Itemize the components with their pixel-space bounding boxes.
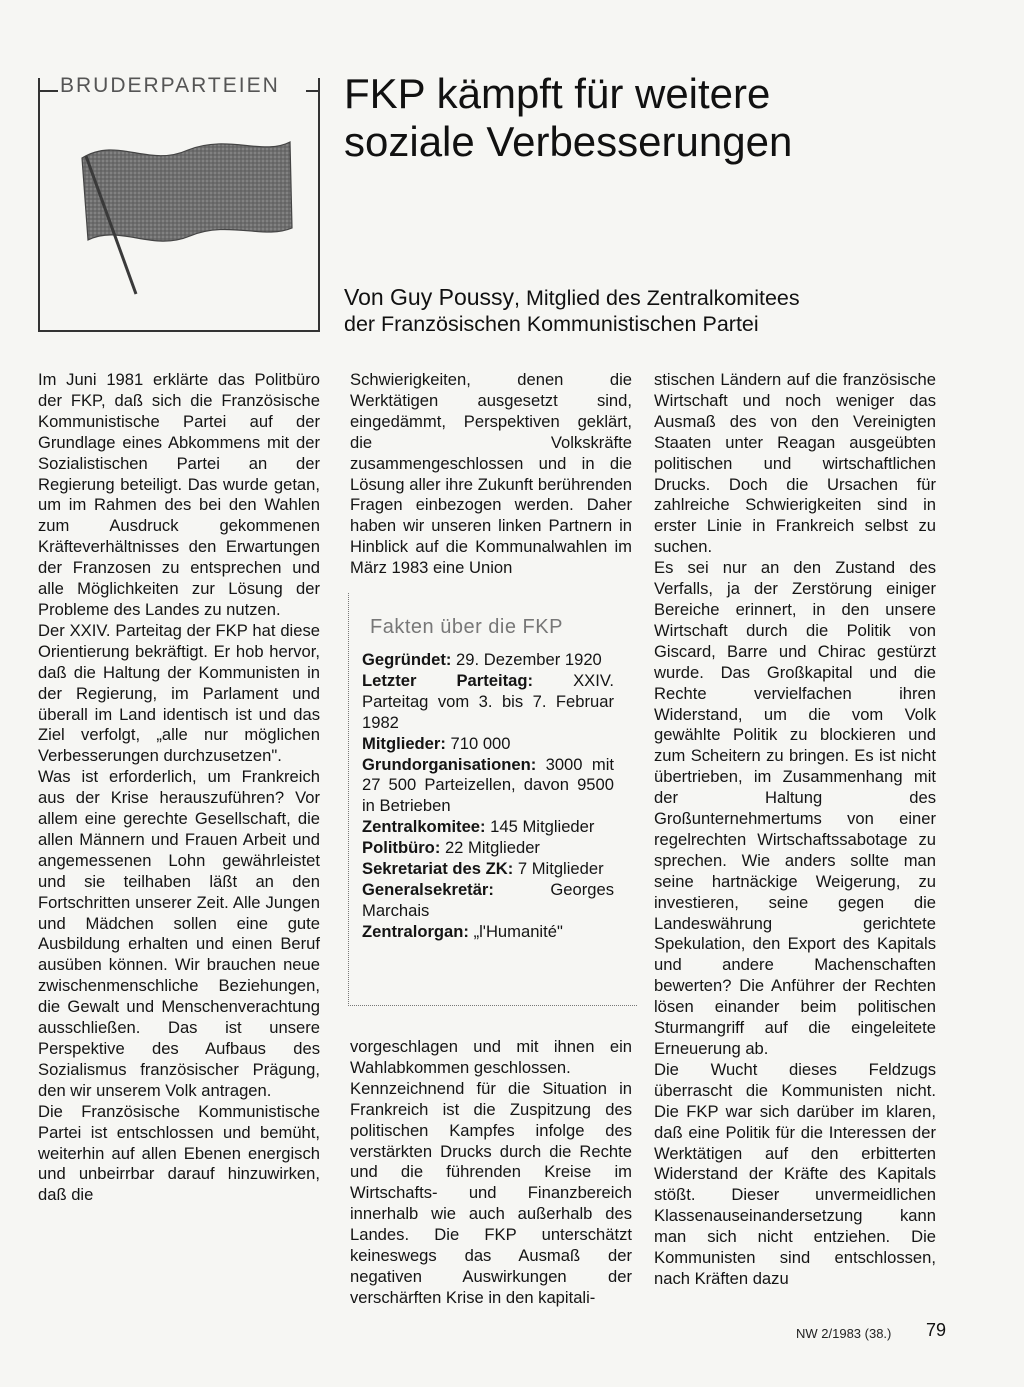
fact-value: 7 Mitglieder — [513, 859, 604, 879]
headline-line-2: soziale Verbesserungen — [344, 118, 793, 165]
headline-line-1: FKP kämpft für weitere — [344, 70, 771, 117]
fact-item — [362, 880, 614, 922]
fact-label: Generalsekretär: — [362, 879, 494, 899]
fact-value: 3000 mit 27 500 Parteizellen, davon 9500 in Betrieben — [362, 754, 614, 816]
fact-label: Grundorganisationen: — [362, 754, 537, 774]
fact-label: Sekretariat des ZK: — [362, 859, 514, 879]
fact-item — [362, 838, 614, 859]
paragraph: Schwierigkeiten, denen die Werktätigen ausgesetzt sind, eingedämmt, Perspektiven geklärt, die Volkskräfte zusammengeschlossen und in die Lösung aller ihre Zukunft berührenden Fragen einbezogen werden. Daher haben wir unseren linken Partnern in Hinblick auf die Kommunalwahlen im März 1983 eine Union — [350, 370, 632, 578]
paragraph: Was ist erforderlich, um Frankreich aus der Krise herauszuführen? Vor allem eine gerechte Gesellschaft, die allen Männern und Frauen Arbeit und angemessenen Lohn gewährleistet und sie teilhaben läßt an den Fortschritten unserer Zeit. Alle Jungen und Mädchen sollen eine gute Ausbildung erhalten und einen Beruf ausüben können. Wir brauchen neue zwischenmenschliche Beziehungen, die Gewalt und Menschenverachtung ausschließen. Das ist unsere Perspektive des Aufbaus des Sozialismus französischer Prägung, den wir unserem Volk antragen. — [38, 767, 320, 1100]
paragraph: Die Wucht dieses Feldzugs überrascht die Kommunisten nicht. Die FKP war sich darüber im klaren, daß eine Politik für die Interessen der Werktätigen auf den erbitterten Widerstand der Kräfte des Kapitals stößt. Dieser unvermeidlichen Klassenauseinandersetzung kann man sich nicht entziehen. Die Kommunisten sind entschlossen, nach Kräften dazu — [654, 1059, 936, 1288]
fact-item — [362, 859, 614, 880]
fact-item — [362, 922, 614, 943]
paragraph: Im Juni 1981 erklärte das Politbüro der FKP, daß sich die Französische Kommunistische Partei auf der Grundlage eines Abkommens mit der Sozialistischen Partei an der Regierung beteiligt. Das wurde getan, um im Rahmen des bei den Wahlen zum Ausdruck gekommenen Kräfteverhältnisses den Erwartungen der Franzosen zu entsprechen und alle Möglichkeiten zur Lösung der Probleme des Landes zu nutzen. — [38, 370, 320, 619]
column-2-bottom — [350, 1037, 632, 1309]
fact-item — [362, 734, 614, 755]
paragraph: vorgeschlagen und mit ihnen ein Wahlabkommen geschlossen. — [350, 1037, 632, 1077]
fact-value: 22 Mitglieder — [440, 838, 540, 858]
fact-label: Letzter Parteitag: — [362, 670, 534, 690]
flag-icon — [78, 128, 298, 298]
headline — [344, 70, 1004, 166]
paragraph: stischen Ländern auf die französische Wirtschaft und noch weniger das Ausmaß des von den Vereinigten Staaten unter Reagan ausgeübten politischen und wirtschaftlichen Drucks. Doch die Ursachen für zahlreiche Schwierigkeiten sind in erster Linie in Frankreich selbst zu suchen. — [654, 370, 936, 557]
paragraph: Der XXIV. Parteitag der FKP hat diese Orientierung bekräftigt. Er hob hervor, daß die Haltung der Kommunisten in der Regierung, im Parlament und überall im Land identisch ist und das Ziel verfolgt, „alle nur möglichen Verbesserungen durchzusetzen". — [38, 620, 320, 766]
paragraph: Es sei nur an den Zustand des Verfalls, ja der Zerstörung einiger Bereiche erinnert, in den unsere Wirtschaft durch die Politik von Giscard, Barre und Chirac gestürzt wurde. Das Großkapital und die Rechte vervielfachen ihren Widerstand, um die vom Volk gewählte Politik zu blockieren und zum Scheitern zu bringen. Es ist nicht übertrieben, im Zusammenhang mit der Haltung des Großunternehmertums von einer regelrechten Wirtschaftssabotage zu sprechen. Wie anders sollte man seine hartnäckige Weigerung, zu investieren, seine gegen die Landeswährung gerichtete Spekulation, den Export des Kapitals und andere Machenschaften bewerten? Die Anführer der Rechten lösen einander beim politischen Sturmangriff auf die eingeleitete Erneuerung ab. — [654, 558, 936, 1058]
byline-role-2: der Französischen Kommunistischen Partei — [344, 312, 759, 336]
fact-value: „l'Humanité" — [468, 921, 563, 941]
facts-list — [362, 650, 614, 943]
byline-prefix: Von — [344, 284, 391, 310]
facts-title: Fakten über die FKP — [370, 616, 563, 638]
issue-reference: NW 2/1983 (38.) — [796, 1326, 892, 1341]
paragraph: Kennzeichnend für die Situation in Frankreich ist die Zuspitzung des politischen Kampfes infolge des verstärkten Drucks durch die Rechte und die führenden Kreise im Wirtschafts- und Finanzbereich innerhalb wie auch außerhalb des Landes. Die FKP unterschätzt keineswegs das Ausmaß der negativen Auswirkungen der verschärften Krise in den kapitali- — [350, 1078, 632, 1307]
column-3 — [654, 370, 936, 1290]
fact-value: 145 Mitglieder — [485, 817, 595, 837]
fact-value: XXIV. Parteitag vom 3. bis 7. Februar 1982 — [362, 670, 614, 732]
fact-label: Mitglieder: — [362, 733, 446, 753]
fact-value: 710 000 — [445, 733, 511, 753]
fact-item — [362, 755, 614, 818]
paragraph: Die Französische Kommunistische Partei ist entschlossen und bemüht, weiterhin auf allen Ebenen energisch und unbeirrbar darauf hinzuwirken, daß die — [38, 1101, 320, 1205]
fact-item — [362, 671, 614, 734]
fact-label: Gegründet: — [362, 650, 452, 669]
fact-label: Zentralorgan: — [362, 921, 469, 941]
fact-label: Zentralkomitee: — [362, 817, 486, 837]
fact-item — [362, 650, 614, 671]
column-2-top — [350, 370, 632, 579]
page-number: 79 — [926, 1320, 947, 1340]
byline-role-1: , Mitglied des Zentralkomitees — [514, 286, 800, 310]
byline-author: Guy Poussy — [390, 284, 515, 310]
fact-item — [362, 817, 614, 838]
fact-label: Politbüro: — [362, 838, 441, 858]
byline — [344, 284, 1004, 337]
rubric-label: BRUDERPARTEIEN — [60, 74, 280, 97]
fact-value: Georges Marchais — [362, 879, 614, 920]
fact-value: 29. Dezember 1920 — [451, 650, 602, 669]
column-1 — [38, 370, 320, 1206]
